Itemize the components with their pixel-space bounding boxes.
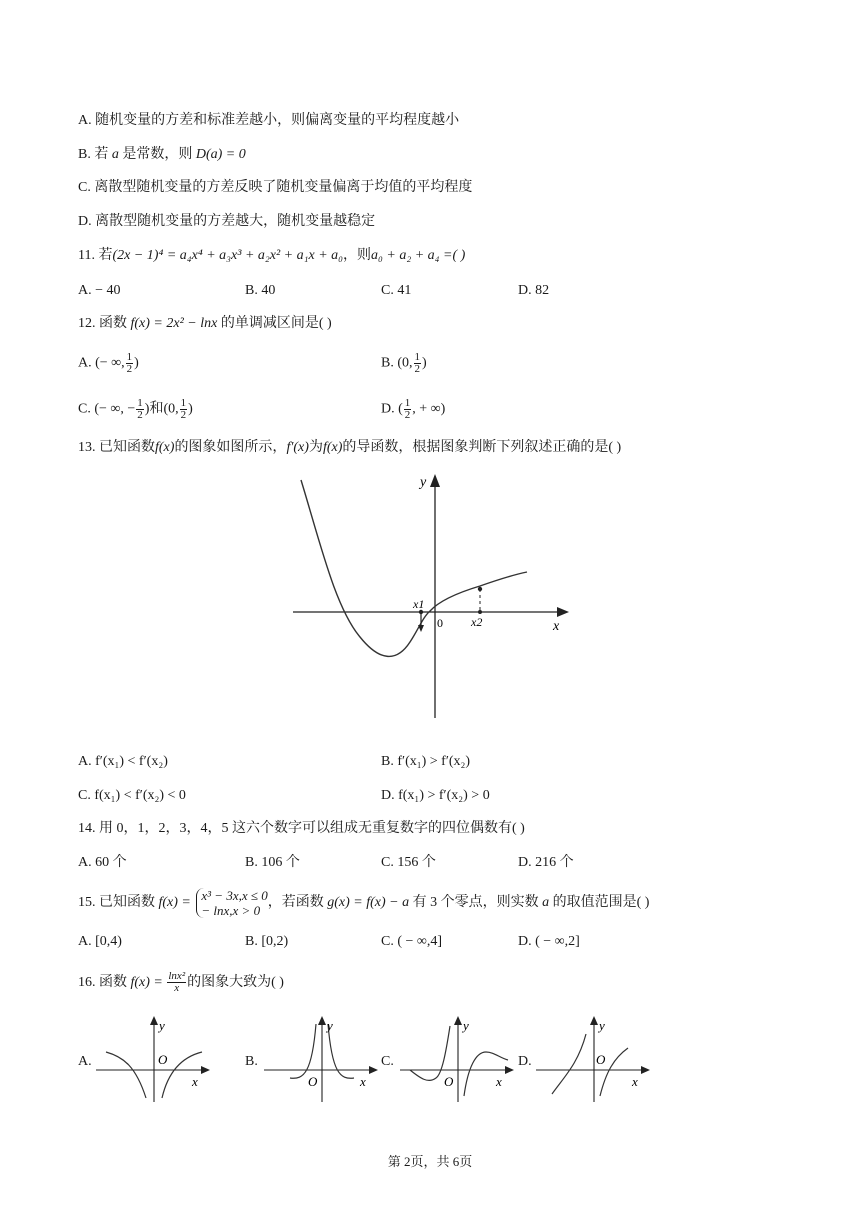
q13-x2-label: x2 bbox=[471, 615, 483, 629]
q16-b-x-arrow-icon bbox=[369, 1066, 378, 1074]
q15-case-2: − lnx,x > 0 bbox=[201, 902, 261, 918]
q16-c-x-label: x bbox=[496, 1074, 502, 1089]
q15-case-1: x³ − 3x,x ≤ 0 bbox=[201, 887, 268, 903]
q16-b-x-label: x bbox=[360, 1074, 366, 1089]
q15-option-a: A. [0,4) bbox=[78, 934, 122, 949]
q10-b-mid: 是常数，则 bbox=[122, 147, 193, 162]
q10-option-c: C. 离散型随机变量的方差反映了随机变量偏离于均值的平均程度 bbox=[78, 180, 473, 195]
q14-option-a: A. 60 个 bbox=[78, 855, 127, 870]
q15-fx: f(x) = bbox=[158, 895, 191, 910]
q11-option-c: C. 41 bbox=[381, 283, 412, 298]
page-footer: 第 2页，共 6页 bbox=[387, 1154, 473, 1169]
q16-b-y-arrow-icon bbox=[318, 1016, 326, 1025]
q16-fx: f(x) = bbox=[130, 975, 163, 990]
q13-graph bbox=[285, 462, 585, 722]
q13-y-label: y bbox=[420, 475, 427, 490]
q11-option-b: B. 40 bbox=[245, 283, 276, 298]
q15-number: 15. 已知函数 bbox=[78, 895, 155, 910]
q10-b-prefix: B. 若 bbox=[78, 147, 109, 162]
q12-option-b bbox=[381, 352, 427, 375]
q12-c-label: C. ( bbox=[78, 401, 99, 417]
q16-d-x-arrow-icon bbox=[641, 1066, 650, 1074]
q15-stem bbox=[78, 887, 649, 919]
q10-b-var: a bbox=[111, 147, 119, 162]
q13-f2: f′(x) bbox=[286, 440, 309, 455]
q13-origin-label: 0 bbox=[437, 616, 443, 630]
q12-a-close: ) bbox=[134, 355, 139, 371]
q13-x1-arrow-icon bbox=[418, 625, 424, 632]
q16-option-c-label: C. bbox=[381, 1054, 394, 1069]
q15-mid2: 有 3 个零点，则实数 bbox=[412, 895, 539, 910]
q12-option-c bbox=[78, 398, 193, 421]
q16-d-x-label: x bbox=[632, 1074, 638, 1089]
q11-option-d: D. 82 bbox=[518, 283, 550, 298]
q16-option-b-label: B. bbox=[245, 1054, 258, 1069]
q15-option-d: D. ( − ∞,2] bbox=[518, 934, 580, 949]
q13-option-c: C. f(x₁) < f′(x₂) < 0 bbox=[78, 788, 186, 803]
q12-a-label: A. ( bbox=[78, 355, 100, 371]
q13-mid1: 的图象如图所示， bbox=[174, 440, 287, 455]
q12-option-a bbox=[78, 352, 139, 375]
q16-a-y-arrow-icon bbox=[150, 1016, 158, 1025]
q13-x-arrow-icon bbox=[557, 607, 569, 617]
q13-y-arrow-icon bbox=[430, 474, 440, 487]
q13-x1-label: x1 bbox=[413, 597, 425, 611]
q12-b-fraction: $\frac{1}{2}$ bbox=[414, 351, 420, 375]
q13-x2-curve-point bbox=[478, 587, 482, 591]
q16-option-d-label: D. bbox=[518, 1054, 532, 1069]
q15-mid: ，若函数 bbox=[267, 895, 324, 910]
q12-a-pre: − ∞, bbox=[99, 355, 125, 371]
q12-d-fraction: $\frac{1}{2}$ bbox=[404, 397, 411, 421]
q12-option-d bbox=[381, 398, 445, 421]
q13-option-b: B. f′(x₁) > f′(x₂) bbox=[381, 754, 471, 769]
q12-d-post: , + ∞) bbox=[412, 401, 446, 417]
q11-expression: (2x − 1)⁴ = a₄x⁴ + a₃x³ + a₂x² + a₁x + a₀ bbox=[112, 248, 344, 263]
q15-option-c: C. ( − ∞,4] bbox=[381, 934, 443, 949]
q16-stem bbox=[78, 970, 284, 996]
q16-d-origin: O bbox=[596, 1052, 606, 1067]
q16-d-y-label: y bbox=[599, 1018, 605, 1033]
q13-mid2: 为 bbox=[308, 440, 323, 455]
q10-option-d: D. 离散型随机变量的方差越大，随机变量越稳定 bbox=[78, 214, 376, 229]
q12-c-fraction-1: $\frac{1}{2}$ bbox=[137, 397, 143, 421]
q14-option-d: D. 216 个 bbox=[518, 855, 574, 870]
q16-a-x-arrow-icon bbox=[201, 1066, 210, 1074]
q10-option-a: A. 随机变量的方差和标准差越小，则偏离变量的平均程度越小 bbox=[78, 113, 460, 128]
q10-option-b bbox=[78, 145, 246, 165]
q13-option-a: A. f′(x₁) < f′(x₂) bbox=[78, 754, 168, 769]
q13-tail: 的导函数，根据图象判断下列叙述正确的是( ) bbox=[342, 440, 622, 455]
q14-option-b: B. 106 个 bbox=[245, 855, 300, 870]
q16-c-y-arrow-icon bbox=[454, 1016, 462, 1025]
q12-a-fraction: $\frac{1}{2}$ bbox=[126, 351, 133, 375]
q12-expression: f(x) = 2x² − lnx bbox=[130, 316, 218, 331]
q16-graph-b bbox=[262, 1012, 380, 1104]
q11-mid: ，则 bbox=[343, 248, 372, 263]
q13-f3: f(x) bbox=[322, 440, 343, 455]
q11-ask: a₀ + a₂ + a₄ =( ) bbox=[371, 248, 466, 263]
q12-d-label: D. ( bbox=[381, 401, 403, 417]
q16-a-origin: O bbox=[158, 1052, 168, 1067]
q10-b-formula: D(a) = 0 bbox=[195, 147, 246, 162]
q12-c-pre: − ∞, − bbox=[99, 401, 136, 417]
q16-graph-d bbox=[534, 1012, 652, 1104]
q15-a: a bbox=[542, 895, 550, 910]
q16-c-x-arrow-icon bbox=[505, 1066, 514, 1074]
q13-option-d: D. f(x₁) > f′(x₂) > 0 bbox=[381, 788, 490, 803]
q12-tail: 的单调减区间是( ) bbox=[220, 316, 332, 331]
q11-stem bbox=[78, 246, 465, 266]
q15-piecewise bbox=[196, 888, 267, 918]
q16-graph-a bbox=[94, 1012, 212, 1104]
q13-number: 13. 已知函数 bbox=[78, 440, 155, 455]
q13-stem bbox=[78, 438, 621, 458]
q12-c-close: ) bbox=[188, 401, 193, 417]
q12-number: 12. 函数 bbox=[78, 316, 127, 331]
q12-b-label: B. (0, bbox=[381, 355, 413, 371]
q12-b-close: ) bbox=[422, 355, 427, 371]
q16-c-origin: O bbox=[444, 1074, 454, 1089]
q16-d-y-arrow-icon bbox=[590, 1016, 598, 1025]
q13-x2-point bbox=[478, 610, 482, 614]
q11-number: 11. 若 bbox=[78, 248, 113, 263]
q13-x-label: x bbox=[553, 619, 560, 634]
q16-graph-c bbox=[398, 1012, 516, 1104]
q15-tail: 的取值范围是( ) bbox=[552, 895, 650, 910]
q15-option-b: B. [0,2) bbox=[245, 934, 289, 949]
q14-stem: 14. 用 0，1，2，3，4，5 这六个数字可以组成无重复数字的四位偶数有( ) bbox=[78, 821, 525, 836]
q12-c-fraction-2: $\frac{1}{2}$ bbox=[180, 397, 187, 421]
q14-option-c: C. 156 个 bbox=[381, 855, 436, 870]
q13-curve bbox=[301, 480, 527, 656]
q16-option-a-label: A. bbox=[78, 1054, 92, 1069]
q11-option-a: A. − 40 bbox=[78, 283, 121, 298]
q16-a-y-label: y bbox=[159, 1018, 165, 1033]
q13-f1: f(x) bbox=[155, 440, 175, 455]
q12-stem bbox=[78, 314, 332, 334]
q16-fraction: $\frac{\text{lnx²}}{x}$ bbox=[168, 970, 186, 995]
q16-number: 16. 函数 bbox=[78, 975, 127, 990]
q16-tail: 的图象大致为( ) bbox=[187, 975, 284, 990]
q16-b-origin: O bbox=[308, 1074, 318, 1089]
q16-b-y-label: y bbox=[327, 1018, 333, 1033]
q15-gx: g(x) = f(x) − a bbox=[327, 895, 410, 910]
q16-a-x-label: x bbox=[192, 1074, 198, 1089]
q16-c-y-label: y bbox=[463, 1018, 469, 1033]
q12-c-mid: )和(0, bbox=[144, 401, 179, 417]
